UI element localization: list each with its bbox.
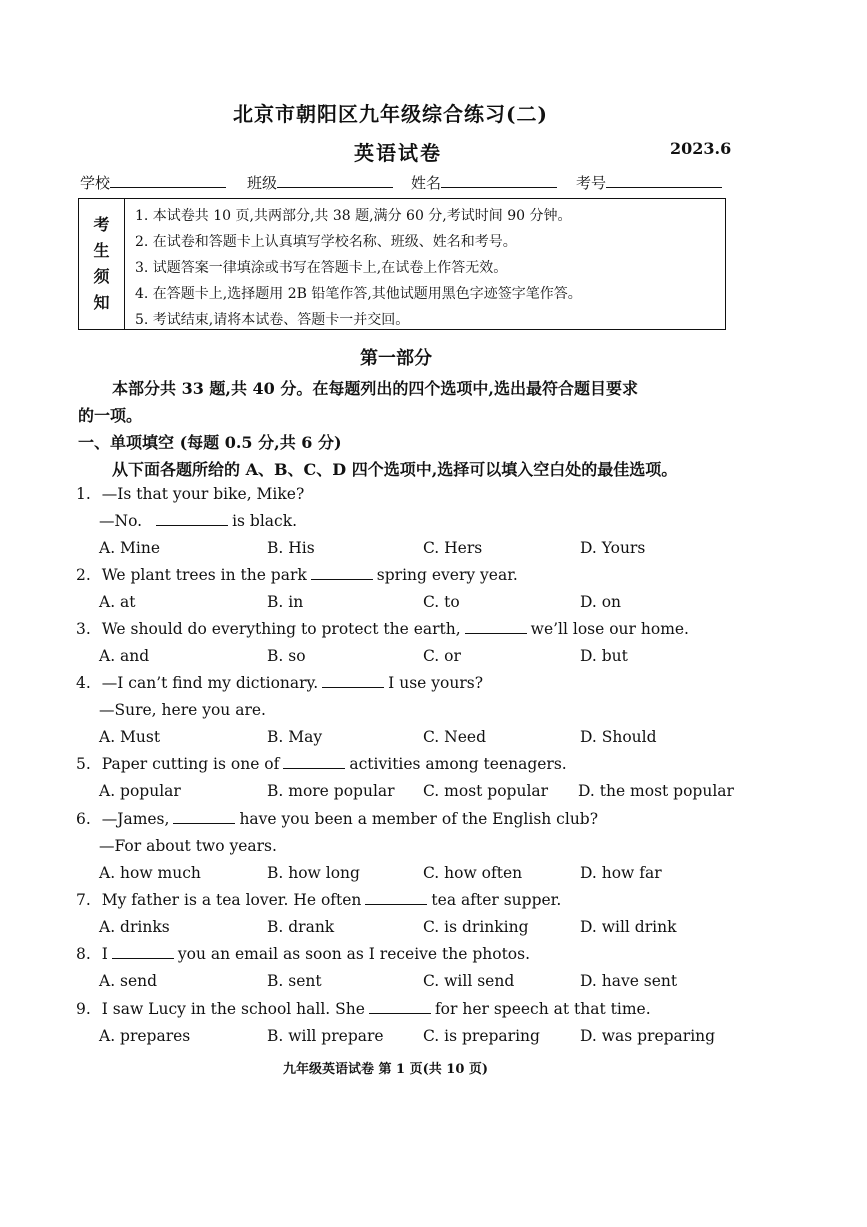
question-6-line-2: —For about two years. (99, 837, 277, 855)
question-text: I use yours? (388, 674, 484, 692)
question-8 (76, 945, 530, 963)
option-c: C. Need (423, 728, 486, 746)
question-text: Paper cutting is one of (101, 755, 280, 773)
question-text: We plant trees in the park (101, 566, 307, 584)
question-2 (76, 566, 518, 584)
name-blank (441, 173, 557, 188)
question-text: My father is a tea lover. He often (101, 891, 362, 909)
page-footer: 九年级英语试卷 第 1 页(共 10 页) (283, 1062, 489, 1077)
exam-date: 2023.6 (670, 139, 732, 158)
option-c: C. or (423, 647, 461, 665)
option-c: C. will send (423, 972, 515, 990)
option-a: A. popular (99, 782, 181, 800)
question-number: 6. (76, 810, 91, 828)
question-4 (76, 674, 483, 692)
question-text: we’ll lose our home. (530, 620, 689, 638)
question-3 (76, 620, 689, 638)
option-d: D. Should (580, 728, 657, 746)
option-a: A. how much (99, 864, 201, 882)
option-b: B. how long (267, 864, 360, 882)
exam-subtitle: 英语试卷 (354, 141, 442, 165)
notice-label-char: 知 (93, 293, 110, 312)
school-field (80, 172, 226, 193)
notice-label (79, 199, 125, 329)
option-b: B. sent (267, 972, 322, 990)
option-b: B. His (267, 539, 315, 557)
exam-number-field (576, 172, 722, 193)
notice-label-char: 须 (93, 267, 110, 286)
option-d: D. will drink (580, 918, 677, 936)
option-c: C. most popular (423, 782, 549, 800)
question-9 (76, 1000, 651, 1018)
question-number: 7. (76, 891, 91, 909)
option-d: D. Yours (580, 539, 646, 557)
option-a: A. send (99, 972, 158, 990)
exam-title: 北京市朝阳区九年级综合练习(二) (233, 102, 548, 126)
answer-blank (112, 946, 174, 959)
question-number: 1. (76, 485, 91, 503)
option-b: B. drank (267, 918, 335, 936)
school-label: 学校 (80, 174, 111, 192)
school-blank (110, 173, 226, 188)
notice-item: 3. 试题答案一律填涂或书写在答题卡上,在试卷上作答无效。 (135, 260, 508, 276)
class-field (247, 172, 393, 193)
section-instruction: 从下面各题所给的 A、B、C、D 四个选项中,选择可以填入空白处的最佳选项。 (112, 460, 678, 479)
question-text: We should do everything to protect the earth, (101, 620, 461, 638)
option-a: A. at (99, 593, 136, 611)
answer-blank (283, 756, 345, 769)
question-text: for her speech at that time. (434, 1000, 651, 1018)
notice-item: 5. 考试结束,请将本试卷、答题卡一并交回。 (135, 312, 410, 328)
question-number: 8. (76, 945, 91, 963)
notice-label-char: 生 (93, 241, 110, 260)
question-text: —James, (101, 810, 170, 828)
option-c: C. how often (423, 864, 523, 882)
option-d: D. have sent (580, 972, 678, 990)
option-d: D. how far (580, 864, 662, 882)
part-intro-continued: 的一项。 (78, 406, 143, 425)
class-label: 班级 (247, 174, 278, 192)
question-1-line-2 (99, 512, 297, 530)
answer-blank (369, 1001, 431, 1014)
option-a: A. drinks (99, 918, 170, 936)
question-5 (76, 755, 567, 773)
option-a: A. Must (99, 728, 161, 746)
option-d: D. was preparing (580, 1027, 716, 1045)
option-b: B. more popular (267, 782, 395, 800)
notice-label-char: 考 (93, 215, 110, 234)
notice-item: 1. 本试卷共 10 页,共两部分,共 38 题,满分 60 分,考试时间 90 分钟。 (135, 208, 572, 224)
notice-box (78, 198, 726, 330)
question-4-line-2: —Sure, here you are. (99, 701, 266, 719)
question-text: you an email as soon as I receive the photos. (177, 945, 531, 963)
question-number: 5. (76, 755, 91, 773)
option-d: D. on (580, 593, 622, 611)
question-1 (76, 485, 304, 503)
option-b: B. in (267, 593, 304, 611)
option-c: C. to (423, 593, 460, 611)
name-field (411, 172, 557, 193)
answer-blank (156, 513, 228, 526)
exam-number-label: 考号 (576, 174, 607, 192)
question-text: is black. (232, 512, 298, 530)
class-blank (277, 173, 393, 188)
option-a: A. Mine (99, 539, 161, 557)
name-label: 姓名 (411, 174, 442, 192)
question-number: 2. (76, 566, 91, 584)
answer-blank (365, 892, 427, 905)
option-c: C. Hers (423, 539, 483, 557)
question-text: —No. (99, 512, 143, 530)
answer-blank (311, 567, 373, 580)
question-text: activities among teenagers. (349, 755, 567, 773)
option-d: D. the most popular (578, 782, 734, 800)
notice-item: 2. 在试卷和答题卡上认真填写学校名称、班级、姓名和考号。 (135, 234, 517, 250)
notice-item: 4. 在答题卡上,选择题用 2B 铅笔作答,其他试题用黑色字迹签字笔作答。 (135, 286, 582, 302)
answer-blank (322, 675, 384, 688)
question-text: I saw Lucy in the school hall. She (101, 1000, 365, 1018)
option-c: C. is drinking (423, 918, 529, 936)
answer-blank (173, 811, 235, 824)
question-6 (76, 810, 598, 828)
option-d: D. but (580, 647, 628, 665)
question-text: have you been a member of the English club? (239, 810, 599, 828)
question-text: spring every year. (376, 566, 518, 584)
exam-number-blank (606, 173, 722, 188)
question-number: 3. (76, 620, 91, 638)
option-c: C. is preparing (423, 1027, 540, 1045)
option-b: B. will prepare (267, 1027, 384, 1045)
part-intro: 本部分共 33 题,共 40 分。在每题列出的四个选项中,选出最符合题目要求 (112, 379, 638, 398)
part-title: 第一部分 (360, 348, 432, 369)
question-text: tea after supper. (431, 891, 562, 909)
question-number: 9. (76, 1000, 91, 1018)
question-number: 4. (76, 674, 91, 692)
question-text: I (101, 945, 108, 963)
question-text: —Is that your bike, Mike? (101, 485, 305, 503)
option-a: A. prepares (99, 1027, 191, 1045)
option-b: B. May (267, 728, 323, 746)
question-7 (76, 891, 561, 909)
question-text: —I can’t find my dictionary. (101, 674, 319, 692)
option-a: A. and (99, 647, 150, 665)
answer-blank (465, 621, 527, 634)
section-title: 一、单项填空 (每题 0.5 分,共 6 分) (78, 433, 342, 452)
option-b: B. so (267, 647, 306, 665)
